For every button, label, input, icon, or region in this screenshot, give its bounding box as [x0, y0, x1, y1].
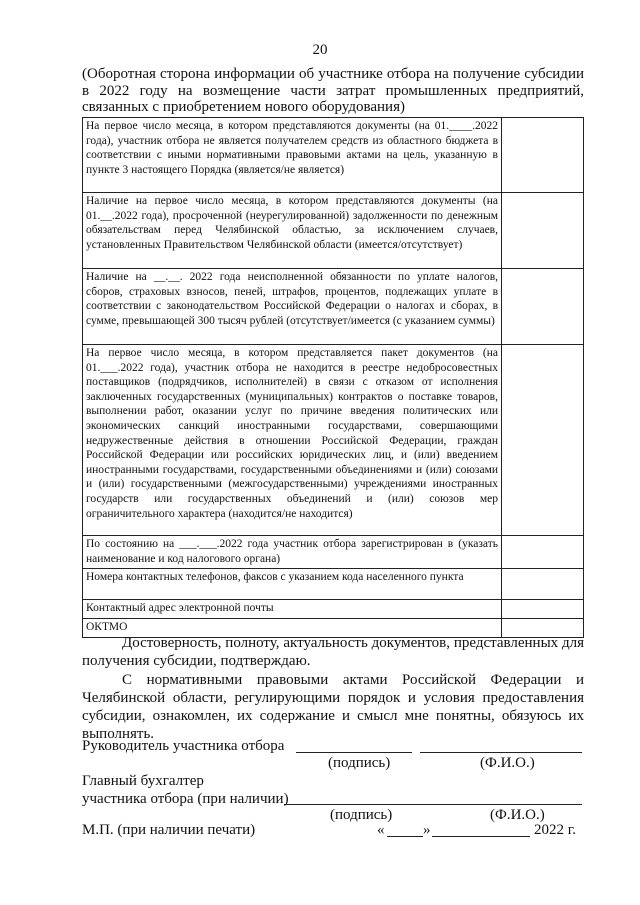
row-label: На первое число месяца, в котором представляется пакет документов (на 01.___.2022 года), участник отбора не находится в реестре недобросовестных поставщиков (подрядчиков, исполнителей) в связи с отказом от исполнения заключенных государственных (муниципальных) контрактов о поставке товаров, выполнении работ, оказании услуг по причине введения политических или экономических санкций иностранными государствами, совершающими недружественные действия в отношении Российской Федерации, граждан Российской Федерации или российских юридических лиц, и (или) введением иностранными государствами, государственными объединениями и (или) союзами и (или) государственными (межгосударственными) учреждениями иностранных государств или государственных объединений и (или) союзов мер ограничительного характера (находится/не находится)	[83, 345, 502, 536]
accountant-signature-line[interactable]	[284, 804, 582, 805]
table-row	[83, 345, 584, 536]
acknowledgement-paragraph: С нормативными правовыми актами Российской Федерации и Челябинской области, регулирующими порядок и условия предоставления субсидии, ознакомлен, их содержание и смысл мне понятны, обязуюсь их выполнять.	[82, 672, 584, 742]
table-row	[83, 600, 584, 619]
row-label: На первое число месяца, в котором представляются документы (на 01.____.2022 года), участник отбора не является получателем средств из областного бюджета в соответствии с иными нормативными правовыми актами на цель, указанную в пункте 3 настоящего Порядка (является/не является)	[83, 118, 502, 193]
page-number: 20	[312, 42, 328, 58]
table-row	[83, 118, 584, 193]
table-row	[83, 193, 584, 269]
row-label: Наличие на __.__. 2022 года неисполненной обязанности по уплате налогов, сборов, страховых взносов, пеней, штрафов, процентов, подлежащих уплате в соответствии с законодательством Российской Федерации о налогах и сборах, в сумме, превышающей 300 тысяч рублей (отсутствует/имеется (с указанием суммы)	[83, 269, 502, 345]
row-label: По состоянию на ___.___.2022 года участник отбора зарегистрирован в (указать наименование и код налогового органа)	[83, 536, 502, 569]
accountant-label: Главный бухгалтер	[82, 773, 204, 789]
head-signature-line[interactable]	[296, 752, 412, 753]
row-value-cell[interactable]	[502, 569, 584, 600]
row-value-cell[interactable]	[502, 600, 584, 619]
row-label: Наличие на первое число месяца, в котором представляются документы (на 01.__.2022 года), просроченной (неурегулированной) задолженности по денежным обязательствам перед Челябинской областью, за исключением случаев, установленных Правительством Челябинской области (имеется/отсутствует)	[83, 193, 502, 269]
seal-label: М.П. (при наличии печати)	[82, 822, 256, 838]
applicant-info-table	[82, 117, 584, 638]
row-value-cell[interactable]	[502, 269, 584, 345]
signature-caption: (подпись)	[330, 807, 393, 823]
signature-caption: (подпись)	[328, 755, 391, 771]
row-value-cell[interactable]	[502, 345, 584, 536]
table-row	[83, 536, 584, 569]
name-caption: (Ф.И.О.)	[480, 755, 535, 771]
date-day-line[interactable]	[387, 836, 423, 837]
date-month-line[interactable]	[432, 836, 530, 837]
table-row	[83, 269, 584, 345]
row-label: Контактный адрес электронной почты	[83, 600, 502, 619]
name-caption: (Ф.И.О.)	[490, 807, 545, 823]
date-open-quote: «	[377, 822, 385, 838]
row-label: ОКТМО	[83, 619, 502, 638]
form-header: (Оборотная сторона информации об участнике отбора на получение субсидии в 2022 году на возмещение части затрат промышленных предприятий, связанных с приобретением нового оборудования)	[82, 66, 584, 115]
date-close-quote: »	[423, 822, 431, 838]
date-year: 2022 г.	[534, 822, 576, 838]
head-name-line[interactable]	[420, 752, 582, 753]
row-label: Номера контактных телефонов, факсов с указанием кода населенного пункта	[83, 569, 502, 600]
confirmation-paragraph: Достоверность, полноту, актуальность документов, представленных для получения субсидии, подтверждаю.	[82, 635, 584, 669]
row-value-cell[interactable]	[502, 536, 584, 569]
table-row	[83, 569, 584, 600]
row-value-cell[interactable]	[502, 118, 584, 193]
row-value-cell[interactable]	[502, 193, 584, 269]
accountant-label-2: участника отбора (при наличии)	[82, 791, 289, 807]
head-label: Руководитель участника отбора	[82, 738, 285, 754]
